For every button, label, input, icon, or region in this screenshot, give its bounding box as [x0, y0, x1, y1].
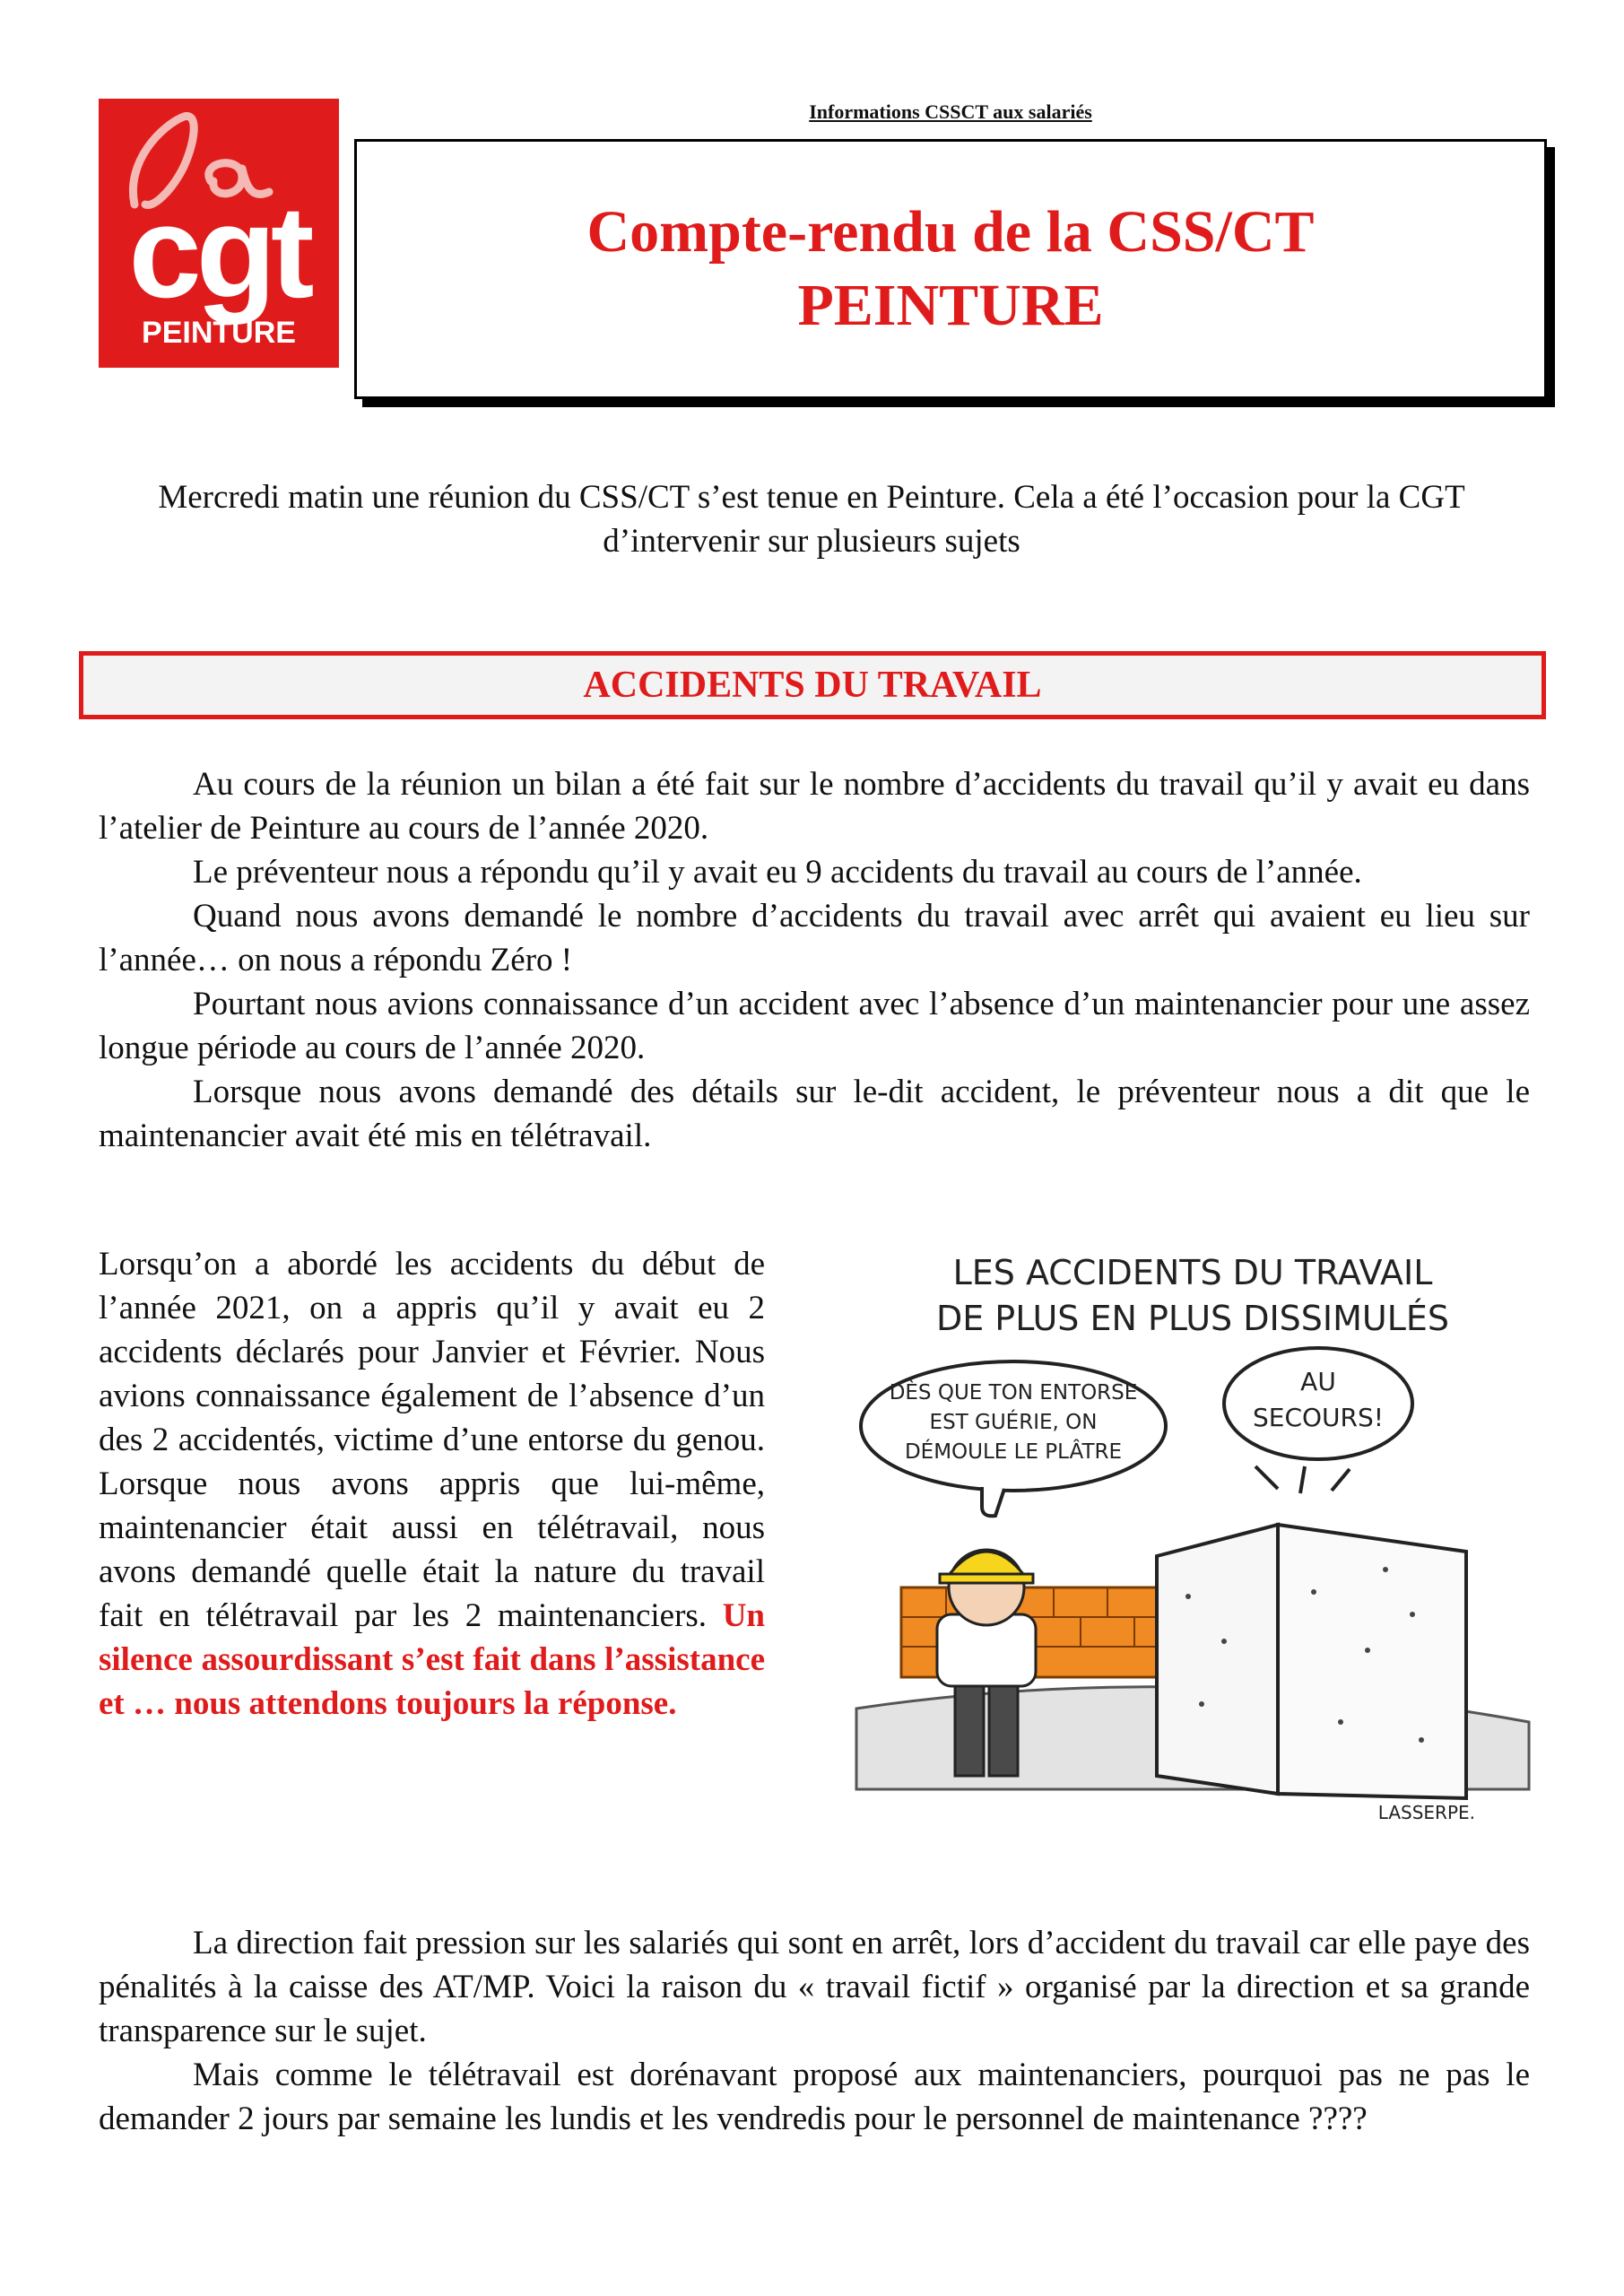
page-title-line-1: Compte-rendu de la CSS/CT	[586, 199, 1315, 265]
cartoon-illustration	[847, 1238, 1538, 1830]
bubble-right-line-1: AU	[1300, 1367, 1336, 1396]
section-heading	[79, 651, 1546, 719]
cartoon-caption-line-2: DE PLUS EN PLUS DISSIMULÉS	[935, 1299, 1450, 1338]
paragraph: La direction fait pression sur les salariés qui sont en arrêt, lors d’accident du travail car elle paye des pénalités à la caisse des AT/MP. Voici la raison du « travail fictif » organisé par la direction et sa grande transparence sur le sujet.	[99, 1925, 1530, 2049]
bubble-left-line-3: DÉMOULE LE PLÂTRE	[904, 1440, 1123, 1464]
paragraph: Le préventeur nous a répondu qu’il y avait eu 9 accidents du travail au cours de l’année.	[193, 854, 1362, 891]
bubble-left-line-1: DÈS QUE TON ENTORSE	[889, 1381, 1138, 1405]
paragraph: Au cours de la réunion un bilan a été fait sur le nombre d’accidents du travail qu’il y avait eu dans l’atelier de Peinture au cours de l’année 2020.	[99, 766, 1530, 847]
paragraph: Quand nous avons demandé le nombre d’accidents du travail avec arrêt qui avaient eu lieu sur l’année… on nous a répondu Zéro !	[99, 898, 1530, 978]
paragraph: Pourtant nous avions connaissance d’un accident avec l’absence d’un maintenancier pour une assez longue période au cours de l’année 2020.	[99, 986, 1530, 1066]
page-title-line-2: PEINTURE	[797, 273, 1104, 338]
accidents-2021-block	[99, 1242, 765, 1726]
conclusion-block	[99, 1921, 1530, 2141]
plaster-cast-block	[1157, 1525, 1278, 1794]
speech-bubble-tail	[982, 1487, 1004, 1516]
title-box	[354, 139, 1547, 399]
paragraph: Lorsque nous avons demandé des détails sur le-dit accident, le préventeur nous a dit que le maintenancier avait été mis en télétravail.	[99, 1074, 1530, 1154]
cgt-wordmark: cgt	[128, 178, 309, 325]
accidents-2020-block	[99, 762, 1530, 1158]
paragraph: Mais comme le télétravail est dorénavant proposé aux maintenanciers, pourquoi pas ne pas le demander 2 jours par semaine les lundis et les vendredis pour le personnel de maintenance ????	[99, 2057, 1530, 2137]
header-note: Informations CSSCT aux salariés	[809, 100, 1092, 123]
bubble-right-line-2: SECOURS!	[1252, 1403, 1385, 1432]
cgt-peinture-logo	[99, 99, 339, 368]
paragraph-text: Lorsqu’on a abordé les accidents du début de l’année 2021, on a appris qu’il y avait eu 2 accidents déclarés pour Janvier et Février. Nous avions connaissance également de l’absence d’un des 2 accidentés, victime d’une entorse du genou. Lorsque nous avons appris que lui-même, maintenancier était aussi en télétravail, nous avons demandé quelle était la nature du travail fait en télétravail par les 2 maintenanciers.	[99, 1246, 765, 1634]
cartoon-signature: LASSERPE.	[1377, 1802, 1475, 1823]
logo-subtitle: PEINTURE	[142, 316, 296, 350]
highlighted-text: Un silence assourdissant s’est fait dans l’assistance et … nous attendons toujours la réponse.	[99, 1597, 765, 1722]
section-heading-text: ACCIDENTS DU TRAVAIL	[583, 665, 1042, 706]
bubble-left-line-2: EST GUÉRIE, ON	[929, 1411, 1098, 1434]
intro-paragraph: Mercredi matin une réunion du CSS/CT s’est tenue en Peinture. Cela a été l’occasion pour la CGT d’intervenir sur plusieurs sujets	[158, 479, 1465, 560]
shout-lines	[1255, 1466, 1350, 1493]
paragraph	[99, 1242, 765, 1726]
cartoon-caption-line-1: LES ACCIDENTS DU TRAVAIL	[952, 1253, 1433, 1292]
